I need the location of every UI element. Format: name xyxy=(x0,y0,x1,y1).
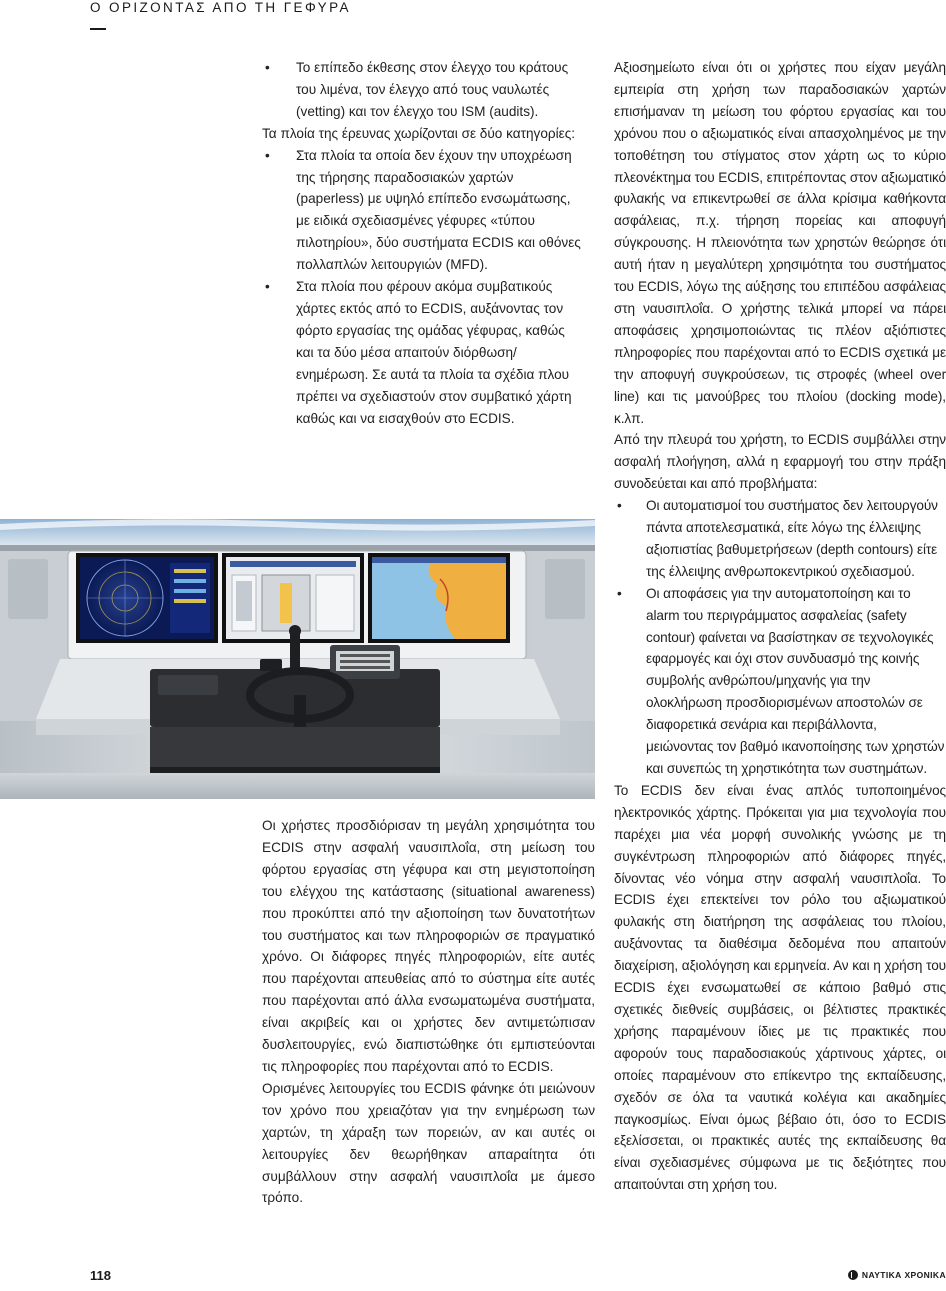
paragraph: Τα πλοία της έρευνας χωρίζονται σε δύο κατηγορίες: xyxy=(262,125,576,141)
bullet-item: • Στα πλοία που φέρουν ακόμα συμβατικούς χάρτες εκτός από το ECDIS, αυξάνοντας τον φόρτο εργασίας της ομάδας γέφυρας, καθώς και τα δύο μέσα απαιτούν διόρθωση/ενημέρωση. Σε αυτά τα πλοία τα σχέδια πλου πρέπει να σχεδιαστούν στον συμβατικό χάρτη καθώς και να εισαχθούν στο ECDIS. xyxy=(262,276,582,429)
paragraph: Το ECDIS δεν είναι ένας απλός τυποποιημένος ηλεκτρονικός χάρτης. Πρόκειται για μια τεχνολογία που παρέχει μια νέα μορφή συνολικής γνώσης με τη συγκέντρωση πληροφοριών από διάφορες πηγές, δίνοντας νέο νόημα στην ασφαλή ναυσιπλοΐα. Το ECDIS έχει επεκτείνει τον ρόλο του αξιωματικού φυλακής στη διατήρηση της ασφάλειας του πλοίου, αυξάνοντας τα διαθέσιμα δεδομένα που απαιτούν διαχείριση, αξιολόγηση και ερμηνεία. Αν και η χρήση του ECDIS έχει ενσωματωθεί σε κάποιο βαθμό στις σχετικές διεθνείς συμβάσεις, οι βέλτιστες πρακτικές χρήσης παραμένουν ίδιες με τις πρακτικές που αφορούν τους παραδοσιακούς χάρτινους χάρτες, οι οποίες παραμένουν στο επίκεντρο της εκπαίδευσης, σχεδόν σε όλα τα ναυτικά κολέγια και ακαδημίες παγκοσμίως. Είναι όμως βέβαιο ότι, όσο το ECDIS εξελίσσεται, οι πρακτικές αυτές της εκπαίδευσης θα είναι σχεδιασμένες σύμφωνα με τις δεξιότητες που απαιτούνται στη χρήση του. xyxy=(614,782,946,1193)
bullet-list-a2 xyxy=(262,145,582,430)
title-rule xyxy=(90,28,106,30)
brand-name: ΝΑΥΤΙΚΑ ΧΡΟΝΙΚΑ xyxy=(861,1270,946,1280)
section-title: Ο ΟΡΙΖΟΝΤΑΣ ΑΠΟ ΤΗ ΓΕΦΥΡΑ xyxy=(90,0,351,15)
column-b xyxy=(262,815,595,1209)
column-c xyxy=(614,57,946,1196)
paragraph: Από την πλευρά του χρήστη, το ECDIS συμβάλλει στην ασφαλή πλοήγηση, αλλά η εφαρμογή του στην πράξη συνοδεύεται και από προβλήματα: xyxy=(614,432,946,492)
paragraph: Αξιοσημείωτο είναι ότι οι χρήστες που είχαν μεγάλη εμπειρία στη χρήση των παραδοσιακών χαρτών επισήμαναν τη μείωση του φόρτου εργασίας και του χρόνου που ο αξιωματικός είναι απασχολημένος με την τοποθέτηση του στίγματος στον χάρτη ως το κύριο πλεονέκτημα του ECDIS, επιτρέποντας στον αξιωματικό φυλακής να επικεντρωθεί σε άλλα κρίσιμα καθήκοντα ασφάλειας, π.χ. τήρηση πορείας και αποφυγή σύγκρουσης. Η πλειονότητα των χρηστών θεώρησε ότι αυτή ήταν η μεγαλύτερη χρησιμότητα του συστήματος του ECDIS, λόγω της αύξησης του επιπέδου ασφάλειας στη ναυσιπλοΐα. Ο χρήστης τελικά μπορεί να πάρει αποφάσεις χρησιμοποιώντας τις πλέον αξιόπιστες πληροφορίες που παρέχονται από το ECDIS σχετικά με την αποφυγή συγκρούσεων, τις στροφές (wheel over line) και τις μανούβρες του πλοίου (docking mode), κ.λπ. xyxy=(614,60,946,426)
bullet-item: • Οι αυτοματισμοί του συστήματος δεν λειτουργούν πάντα αποτελεσματικά, είτε λόγω της έλλειψης αξιοπιστίας βαθυμετρήσεων (depth contours) είτε της έλλειψης ανθρωποκεντρικού σχεδιασμού. xyxy=(614,495,946,583)
paragraph: Ορισμένες λειτουργίες του ECDIS φάνηκε ότι μειώνουν τον χρόνο που χρειαζόταν για την ενημέρωση των χαρτών, τη χάραξη των πορειών, αν και αυτές οι λειτουργίες δεν θεωρήθηκαν απαραίτητα ότι συμβάλλουν στην ασφαλή ναυσιπλοΐα με άμεσο τρόπο. xyxy=(262,1080,595,1206)
bullet-item: • Οι αποφάσεις για την αυτοματοποίηση και το alarm του περιγράμματος ασφαλείας (safety contour) φαίνεται να βασίστηκαν σε τεχνολογικές εφαρμογές και όχι στον συνδυασμό της κοινής συμβολής ανθρώπου/μηχανής για την ολοκλήρωση προσδιορισμένων αποστολών σε διαφορετικά σενάρια και περιβάλλοντα, μειώνοντας τον βαθμό ικανοποίησης των χρηστών και συνεπώς τη χρηστικότητα των συστημάτων. xyxy=(614,583,946,780)
page-number: 118 xyxy=(90,1268,111,1283)
bullet-item: • Στα πλοία τα οποία δεν έχουν την υποχρέωση της τήρησης παραδοσιακών χαρτών (paperless) με υψηλό επίπεδο ενσωμάτωσης, με ειδικά σχεδιασμένες γέφυρες «τύπου πιλοτηρίου», δύο συστήματα ECDIS και οθόνες πολλαπλών λειτουργιών (MFD). xyxy=(262,145,582,276)
brand-logo-icon xyxy=(848,1270,858,1280)
publication-brand xyxy=(848,1270,946,1280)
paragraph: Οι χρήστες προσδιόρισαν τη μεγάλη χρησιμότητα του ECDIS στην ασφαλή ναυσιπλοΐα, στη μείωση του φόρτου εργασίας στη γέφυρα και στη μεγιστοποίηση του ελέγχου της κατάστασης (situational awareness) που προκύπτει από την αξιοποίηση των δυνατοτήτων του συστήματος και των πληροφοριών σε πραγματικό χρόνο. Οι διάφορες πηγές πληροφοριών, είτε αυτές που παρέχονται απευθείας από το σύστημα είτε αυτές που παρέχονται από άλλα ενσωματωμένα συστήματα, είναι ακριβείς και οι χρήστες δεν αντιμετώπισαν δυσλειτουργίες, ενώ διαπιστώθηκε ότι εμπιστεύονται τις πληροφορίες που παρέχονται από το ECDIS. xyxy=(262,818,595,1074)
bullet-list-a1 xyxy=(262,57,582,123)
bullet-item: • Το επίπεδο έκθεσης στον έλεγχο του κράτους του λιμένα, τον έλεγχο από τους ναυλωτές (vetting) και τον έλεγχο του ISM (audits). xyxy=(262,57,582,123)
bullet-list-c xyxy=(614,495,946,780)
bridge-photo xyxy=(0,519,595,799)
column-a xyxy=(262,57,582,429)
